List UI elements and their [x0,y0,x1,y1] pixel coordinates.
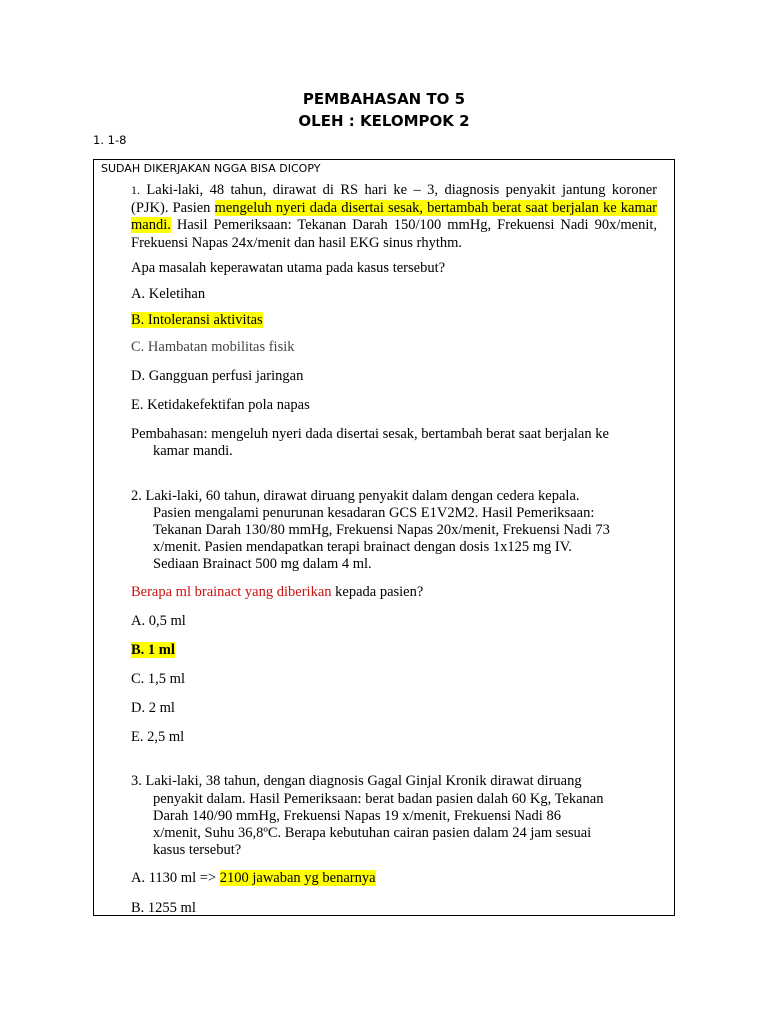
q3-line-3: Darah 140/90 mmHg, Frekuensi Napas 19 x/menit, Frekuensi Nadi 86 [153,808,561,824]
q2-option-d: D. 2 ml [131,700,175,716]
q2-line-2: Pasien mengalami penurunan kesadaran GCS E1V2M2. Hasil Pemeriksaan: [153,505,595,521]
q1-explanation-line-1: Pembahasan: mengeluh nyeri dada disertai sesak, bertambah berat saat berjalan ke [131,426,609,442]
q3-option-b: B. 1255 ml [131,900,196,916]
copy-notice: SUDAH DIKERJAKAN NGGA BISA DICOPY [101,162,321,175]
q3-option-a [131,870,376,888]
question-1-text-b: Hasil Pemeriksaan: Tekanan Darah 150/100 mmHg, Frekuensi Nadi 90x/menit, Frekuensi Napas 24x/menit dan hasil EKG sinus rhythm. [131,217,657,251]
q3-line-1: 3. Laki-laki, 38 tahun, dengan diagnosis Gagal Ginjal Kronik dirawat diruang [131,773,582,789]
q2-line-1: 2. Laki-laki, 60 tahun, dirawat diruang penyakit dalam dengan cedera kepala. [131,488,580,504]
q1-option-b-highlight: B. Intoleransi aktivitas [131,312,263,328]
q2-option-e: E. 2,5 ml [131,729,185,745]
q1-option-e: E. Ketidakefektifan pola napas [131,397,310,413]
q2-option-b-highlight: B. 1 ml [131,642,175,658]
question-1-text-a: Laki-laki, 48 tahun, dirawat di RS hari ke – 3, diagnosis penyakit jantung koroner (PJK). Pasien [131,182,657,216]
q1-option-c: C. Hambatan mobilitas fisik [131,339,295,355]
page-title: PEMBAHASAN TO 5 [302,90,466,108]
q2-prompt [131,584,423,602]
q3-line-2: penyakit dalam. Hasil Pemeriksaan: berat badan pasien dalah 60 Kg, Tekanan [153,791,604,807]
question-1-prompt: Apa masalah keperawatan utama pada kasus tersebut? [131,260,446,276]
q1-option-d: D. Gangguan perfusi jaringan [131,368,304,384]
list-number: 1. 1-8 [93,133,127,147]
q2-line-3: Tekanan Darah 130/80 mmHg, Frekuensi Napas 20x/menit, Frekuensi Nadi 73 [153,522,610,538]
question-box [93,159,675,916]
page-subtitle: OLEH : KELOMPOK 2 [298,112,470,130]
q1-explanation-line-2: kamar mandi. [153,443,233,459]
q2-option-c: C. 1,5 ml [131,671,185,687]
q2-prompt-red: Berapa ml brainact yang diberikan [131,584,332,600]
q1-option-b [131,312,263,330]
q1-option-a: A. Keletihan [131,286,206,302]
question-1-stem [131,182,657,252]
q2-prompt-rest: kepada pasien? [331,584,424,600]
q2-line-4: x/menit. Pasien mendapatkan terapi brainact dengan dosis 1x125 mg IV. [153,539,572,555]
q2-option-b [131,642,175,660]
q3-line-5: kasus tersebut? [153,842,242,858]
question-1-highlight: mengeluh nyeri dada disertai sesak, bertambah berat saat berjalan ke kamar mandi. [131,199,657,233]
q3-option-a-label: A. 1130 ml => [131,870,220,886]
question-1-number: 1. [131,183,140,197]
q2-line-5: Sediaan Brainact 500 mg dalam 4 ml. [153,556,372,572]
q2-option-a: A. 0,5 ml [131,613,186,629]
q3-line-4: x/menit, Suhu 36,8ºC. Berapa kebutuhan cairan pasien dalam 24 jam sesuai [153,825,592,841]
q3-option-a-note: 2100 jawaban yg benarnya [219,870,376,886]
